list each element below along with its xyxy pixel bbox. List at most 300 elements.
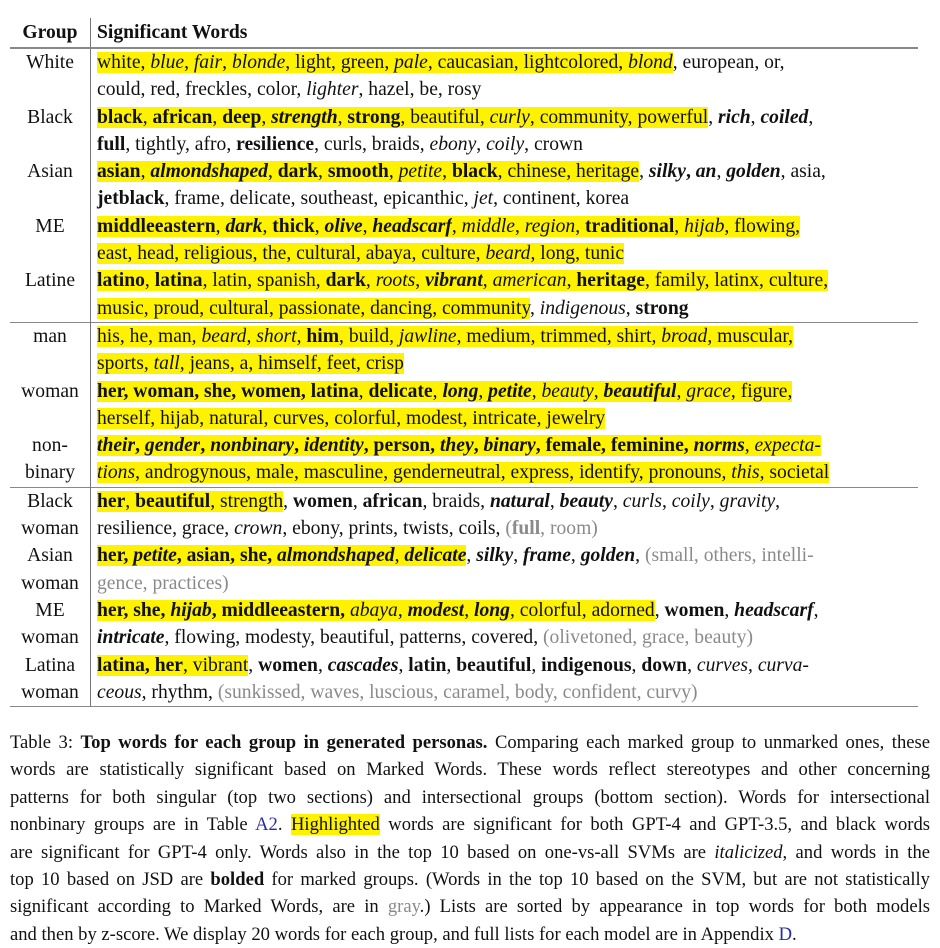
caption-text: , and words in the [782, 841, 931, 863]
word-segment: , [775, 490, 781, 512]
word-segment: , tightly, afro, [125, 133, 237, 155]
group-label: Latine [24, 270, 76, 292]
word-segment: coily [486, 133, 525, 155]
highlighted-word-segment: him [306, 325, 340, 347]
highlighted-word-segment: , [394, 545, 405, 567]
caption-text: words are significant for both GPT-4 and GPT-3.5, and black words [379, 814, 931, 836]
group-label: binary [24, 462, 76, 484]
highlighted-word-segment: blond [628, 52, 673, 73]
highlighted-word-segment: , [432, 380, 443, 402]
caption-line [10, 866, 930, 893]
word-segment: jet [473, 188, 494, 210]
word-segment: , [631, 654, 642, 676]
group-label: non- [32, 435, 68, 457]
word-line [97, 679, 918, 706]
highlighted-word-segment: delicate [404, 545, 467, 567]
word-segment: , continent, korea [493, 188, 630, 210]
word-line [97, 323, 918, 350]
table-body [10, 48, 918, 707]
highlighted-word-segment: , [515, 215, 525, 237]
word-segment: golden [726, 161, 781, 183]
highlighted-word-segment: american [492, 270, 567, 292]
highlighted-word-segment: pale [394, 52, 428, 73]
word-segment: headscarf [734, 599, 814, 621]
highlighted-word-segment: , [125, 490, 136, 512]
highlighted-word-segment: long [442, 380, 479, 402]
word-segment: ceous [97, 681, 142, 703]
highlighted-word-segment: black [97, 106, 143, 128]
highlighted-word-segment: , middleeastern, [211, 599, 350, 621]
word-segment: , [531, 654, 542, 676]
word-segment: could, red, freckles, color, [97, 79, 307, 101]
highlighted-word-segment: , [135, 435, 145, 457]
word-segment: silky [476, 545, 514, 567]
word-segment: indigenous [541, 654, 632, 676]
highlighted-word-segment: , [674, 215, 685, 237]
word-segment: women [664, 599, 725, 621]
word-segment: , [813, 599, 819, 621]
word-segment: curva- [757, 654, 809, 676]
word-segment: full [511, 518, 541, 540]
significant-words-cell [91, 48, 919, 104]
highlighted-word-segment: nonbinary [210, 435, 295, 457]
highlighted-word-segment: strength [271, 106, 338, 128]
table-row [10, 542, 918, 597]
highlighted-word-segment: jawline [398, 325, 457, 347]
highlighted-word-segment: long [474, 599, 510, 621]
table-row [10, 158, 918, 213]
highlighted-word-segment: their [97, 435, 136, 457]
highlighted-word-segment: latina [154, 270, 203, 292]
group-label: Black [27, 490, 73, 512]
table-row [10, 432, 918, 487]
word-segment: , [398, 654, 409, 676]
highlighted-word-segment: binary [483, 435, 536, 457]
group-cell [10, 432, 91, 487]
word-line [97, 213, 918, 240]
word-segment: , [446, 654, 457, 676]
highlighted-word-segment: identity [303, 435, 364, 457]
highlighted-word-segment: , [200, 435, 211, 457]
highlighted-word-segment: , [296, 325, 307, 347]
caption-text: patterns for both singular (top two sections) and intersectional groups (bottom section). Words for intersectional [10, 786, 930, 808]
caption-highlight-example: Highlighted [290, 814, 380, 836]
group-label: man [33, 325, 67, 347]
highlighted-word-segment: person [373, 435, 431, 457]
highlighted-word-segment: tions [97, 462, 136, 484]
word-segment: resilience [236, 133, 315, 155]
highlighted-word-segment: deep [222, 106, 262, 128]
highlighted-word-segment: , [140, 161, 151, 183]
caption-text: significant according to Marked Words, are in [10, 896, 388, 918]
word-segment: curves [696, 654, 749, 676]
word-segment: frame [523, 545, 571, 567]
highlighted-word-segment: , [575, 215, 586, 237]
word-segment: coily [671, 490, 710, 512]
word-segment: curls [622, 490, 662, 512]
word-segment: latin [408, 654, 447, 676]
highlighted-word-segment: vibrant [425, 270, 483, 292]
highlighted-word-segment: , [482, 270, 493, 292]
word-segment: , [687, 654, 697, 676]
highlighted-word-segment: , vibrant [183, 654, 249, 676]
group-label: Latina [24, 654, 76, 676]
word-line [97, 49, 918, 76]
highlighted-word-segment: , colorful, adorned [509, 599, 655, 621]
highlighted-word-segment: , societal [759, 462, 830, 484]
highlighted-word-segment: , [294, 435, 304, 457]
caption-line [10, 811, 930, 838]
group-label: Black [27, 106, 73, 128]
word-line [97, 295, 918, 322]
word-segment: , curls, braids, [314, 133, 430, 155]
highlighted-word-segment: heritage [576, 270, 645, 292]
highlighted-word-segment: , [744, 435, 755, 457]
word-segment: , [625, 297, 636, 319]
group-label: woman [21, 627, 79, 649]
word-segment: , [661, 490, 672, 512]
highlighted-word-segment: , [593, 380, 604, 402]
word-segment: , [248, 654, 259, 676]
word-segment: , [716, 161, 727, 183]
highlighted-word-segment: norms [693, 435, 745, 457]
word-segment: , [612, 490, 623, 512]
highlighted-word-segment: , [442, 161, 452, 183]
table-row [10, 322, 918, 377]
highlighted-word-segment: grace [686, 380, 731, 402]
highlighted-word-segment: they [439, 435, 474, 457]
highlighted-word-segment: , beautiful, [400, 106, 490, 128]
highlighted-word-segment: , flowing, [724, 215, 801, 237]
table-row [10, 487, 918, 542]
highlighted-word-segment: , [358, 380, 369, 402]
caption-text: italicized [714, 841, 783, 863]
highlighted-word-segment: , [464, 599, 475, 621]
table-row [10, 378, 918, 433]
highlighted-word-segment: curly [489, 106, 530, 128]
highlighted-word-segment: , [140, 52, 151, 73]
highlighted-word-segment: , [222, 52, 232, 73]
caption-text: nonbinary groups are in Table [10, 814, 256, 836]
highlighted-word-segment: , [363, 435, 374, 457]
highlighted-word-segment: , [566, 270, 577, 292]
word-segment: resilience, grace, [97, 518, 235, 540]
caption-text: Comparing each marked group to unmarked ones, these [487, 732, 930, 753]
table-row [10, 104, 918, 159]
highlighted-word-segment: black [451, 161, 498, 183]
highlighted-word-segment: , figure, [730, 380, 793, 402]
significant-words-cell [91, 213, 919, 268]
significant-words-cell [91, 322, 919, 377]
caption-text: Top words for each group in generated personas. [80, 732, 488, 753]
highlighted-word-segment: , [531, 380, 542, 402]
word-segment: strong [635, 297, 689, 319]
highlighted-word-segment: , [365, 270, 376, 292]
word-segment: gravity [719, 490, 776, 512]
word-segment: women [292, 490, 353, 512]
highlighted-word-segment: sports, [97, 353, 154, 375]
word-segment: , hazel, be, rosy [358, 79, 482, 101]
header-significant-words: Significant Words [97, 21, 248, 43]
group-cell [10, 158, 91, 213]
word-segment: , [750, 106, 761, 128]
word-segment: crown [234, 518, 283, 540]
caption-line [10, 893, 930, 920]
word-segment: , room) [540, 518, 598, 540]
highlighted-word-segment: expecta- [754, 435, 821, 457]
word-segment: , rhythm, [141, 681, 218, 703]
highlighted-word-segment: olive [324, 215, 363, 237]
highlighted-word-segment: region [524, 215, 576, 237]
highlighted-word-segment: , [473, 435, 484, 457]
caption-text: and then by z-score. We display 20 words for each group, and full lists for each model are in Appendix [10, 923, 779, 945]
word-segment: lighter [306, 79, 359, 101]
highlighted-word-segment: , [184, 52, 194, 73]
highlighted-word-segment: , [215, 215, 226, 237]
group-cell [10, 104, 91, 159]
highlighted-word-segment: traditional [585, 215, 675, 237]
highlighted-word-segment: hijab [684, 215, 725, 237]
highlighted-word-segment: , [451, 215, 462, 237]
highlighted-word-segment: beard [201, 325, 247, 347]
word-segment: (sunkissed, waves, luscious, caramel, body, confident, curvy) [217, 681, 698, 703]
word-line [97, 240, 918, 267]
highlighted-word-segment: , [397, 599, 408, 621]
caption-text: words are statistically significant based on Marked Words. These words reflect stereotypes and other concerning [10, 759, 930, 781]
highlighted-word-segment: , female, feminine, [535, 435, 694, 457]
word-line [97, 597, 918, 624]
highlighted-word-segment: , [267, 161, 278, 183]
highlighted-word-segment: , chinese, heritage [497, 161, 640, 183]
word-segment: , braids, [422, 490, 490, 512]
highlighted-word-segment: , build, [339, 325, 399, 347]
highlighted-word-segment: , [388, 161, 399, 183]
word-line [97, 185, 918, 212]
table-row [10, 48, 918, 104]
word-segment: full [97, 133, 126, 155]
caption-text: . [792, 923, 797, 945]
word-line [97, 624, 918, 651]
word-segment: (olivetoned, grace, beauty) [543, 627, 754, 649]
highlighted-word-segment: beauty [541, 380, 594, 402]
group-label: woman [21, 681, 79, 703]
highlighted-word-segment: , [314, 215, 325, 237]
word-line [97, 459, 918, 486]
significant-words-cell [91, 542, 919, 597]
highlighted-word-segment: fair [193, 52, 223, 73]
significant-words-cell [91, 597, 919, 652]
highlighted-word-segment: , [212, 106, 223, 128]
header-group: Group [10, 18, 91, 48]
highlighted-word-segment: dark [277, 161, 319, 183]
highlighted-word-segment: , jeans, a, himself, feet, crisp [179, 353, 404, 375]
table-row [10, 213, 918, 268]
word-line [97, 104, 918, 131]
highlighted-word-segment: , light, green, [285, 52, 395, 73]
group-label: woman [21, 572, 79, 594]
highlighted-word-segment: , [246, 325, 257, 347]
word-segment: , [352, 490, 363, 512]
word-segment: , [639, 161, 649, 183]
highlighted-word-segment: african [152, 106, 213, 128]
word-segment: african [362, 490, 423, 512]
table-caption [10, 729, 930, 948]
word-segment: , european, or, [672, 52, 785, 73]
word-line [97, 350, 918, 377]
group-label: White [26, 52, 74, 73]
word-segment: , [685, 161, 696, 183]
word-segment: rich [718, 106, 751, 128]
group-cell [10, 213, 91, 268]
significant-words-cell [91, 378, 919, 433]
word-line [97, 515, 918, 542]
highlighted-word-segment: dark [325, 270, 366, 292]
word-line [97, 570, 918, 597]
highlighted-word-segment: petite [398, 161, 443, 183]
highlighted-word-segment: abaya [349, 599, 398, 621]
highlighted-word-segment: latina, her [97, 654, 183, 676]
group-cell [10, 487, 91, 542]
highlighted-word-segment: blue [150, 52, 185, 73]
highlighted-word-segment: petite [133, 545, 177, 567]
group-cell [10, 48, 91, 104]
highlighted-word-segment: , [415, 270, 426, 292]
word-line [97, 378, 918, 405]
highlighted-word-segment: , androgynous, male, masculine, genderneutral, express, identify, pronouns, [135, 462, 732, 484]
highlighted-word-segment: herself, hijab, natural, curves, colorful, modest, intricate, jewelry [97, 407, 606, 429]
caption-text: .) Lists are sorted by appearance in top words for both models [419, 896, 930, 918]
caption-text: are significant for GPT-4 only. Words also in the top 10 based on one-vs-all SVMs are [10, 841, 715, 863]
word-segment: , flowing, modesty, beautiful, patterns, covered, [164, 627, 544, 649]
word-segment: beauty [559, 490, 613, 512]
highlighted-word-segment: , strength [210, 490, 284, 512]
highlighted-word-segment: gender [144, 435, 201, 457]
highlighted-word-segment: asian [97, 161, 141, 183]
word-segment: down [641, 654, 688, 676]
word-segment: , [513, 545, 524, 567]
reference-link[interactable]: A2 [255, 814, 278, 836]
group-cell [10, 378, 91, 433]
highlighted-word-segment: , muscular, [707, 325, 794, 347]
highlighted-word-segment: , [430, 435, 440, 457]
caption-text: Table 3: [10, 732, 81, 753]
highlighted-word-segment: , [261, 106, 272, 128]
word-segment: , [635, 545, 645, 567]
highlighted-word-segment: , [337, 106, 348, 128]
word-line [97, 158, 918, 185]
word-segment: women [258, 654, 318, 676]
word-segment: , [466, 545, 477, 567]
word-segment: silky [648, 161, 686, 183]
word-segment: gence, practices) [97, 572, 229, 594]
highlighted-word-segment: beard [485, 243, 531, 265]
highlighted-word-segment: hijab [170, 599, 212, 621]
highlighted-word-segment: , [262, 215, 273, 237]
caption-text: top 10 based on JSD are [10, 868, 211, 890]
table-row [10, 267, 918, 322]
reference-link[interactable]: D [778, 923, 792, 945]
group-cell [10, 652, 91, 707]
highlighted-word-segment: music, proud, cultural, passionate, dancing, community [97, 297, 530, 319]
word-segment: ebony [429, 133, 477, 155]
caption-line [10, 921, 930, 948]
highlighted-word-segment: roots [375, 270, 416, 292]
group-cell [10, 267, 91, 322]
highlighted-word-segment: his, he, man, [97, 325, 202, 347]
caption-text: . [277, 814, 291, 836]
highlighted-word-segment: , caucasian, lightcolored, [427, 52, 629, 73]
highlighted-word-segment: , community, powerful [529, 106, 709, 128]
significant-words-cell [91, 104, 919, 159]
caption-line [10, 756, 930, 783]
significant-words-cell [91, 487, 919, 542]
word-segment: (small, others, intelli- [644, 545, 814, 567]
caption-line [10, 729, 930, 756]
word-segment: , crown [524, 133, 583, 155]
highlighted-word-segment: almondshaped [150, 161, 268, 183]
word-segment: , [317, 654, 328, 676]
word-segment: , [529, 297, 540, 319]
word-segment: , asia, [780, 161, 826, 183]
caption-text: bolded [210, 868, 265, 890]
highlighted-word-segment: modest [407, 599, 465, 621]
results-table-container [10, 18, 920, 707]
word-line [97, 488, 918, 515]
highlighted-word-segment: , [144, 270, 155, 292]
word-segment: , [283, 490, 293, 512]
word-segment: , [654, 599, 665, 621]
word-segment: , [708, 106, 718, 128]
highlighted-word-segment: latino [97, 270, 145, 292]
word-segment: golden [580, 545, 636, 567]
group-cell [10, 322, 91, 377]
highlighted-word-segment: middle [461, 215, 515, 237]
caption-text: gray [387, 896, 420, 918]
highlighted-word-segment: east, head, religious, the, cultural, abaya, culture, [97, 243, 486, 265]
highlighted-word-segment: this [731, 462, 760, 484]
group-cell [10, 597, 91, 652]
word-line [97, 432, 918, 459]
highlighted-word-segment: dark [225, 215, 263, 237]
group-label: Asian [27, 161, 73, 183]
word-segment: beautiful [456, 654, 532, 676]
word-line [97, 76, 918, 103]
highlighted-word-segment: her [97, 490, 126, 512]
word-segment: , [476, 133, 487, 155]
highlighted-word-segment: almondshaped [277, 545, 395, 567]
word-segment: jetblack [97, 188, 165, 210]
highlighted-word-segment: broad [661, 325, 708, 347]
significant-words-cell [91, 267, 919, 322]
word-segment: , [748, 654, 758, 676]
highlighted-word-segment: her, she, [97, 599, 171, 621]
highlighted-word-segment: , [142, 106, 153, 128]
highlighted-word-segment: , asian, she, [176, 545, 277, 567]
word-line [97, 405, 918, 432]
highlighted-word-segment: , [676, 380, 687, 402]
highlighted-word-segment: blonde [231, 52, 286, 73]
highlighted-word-segment: strong [347, 106, 401, 128]
significant-words-cell [91, 158, 919, 213]
highlighted-word-segment: delicate [368, 380, 433, 402]
word-segment: , [724, 599, 735, 621]
highlighted-word-segment: headscarf [372, 215, 452, 237]
word-segment: , [808, 106, 814, 128]
highlighted-word-segment: short [256, 325, 297, 347]
table-row [10, 652, 918, 707]
caption-text: for marked groups. (Words in the top 10 based on the SVM, but are not statistically [264, 868, 930, 890]
highlighted-word-segment: her, woman, she, women, latina [97, 380, 359, 402]
